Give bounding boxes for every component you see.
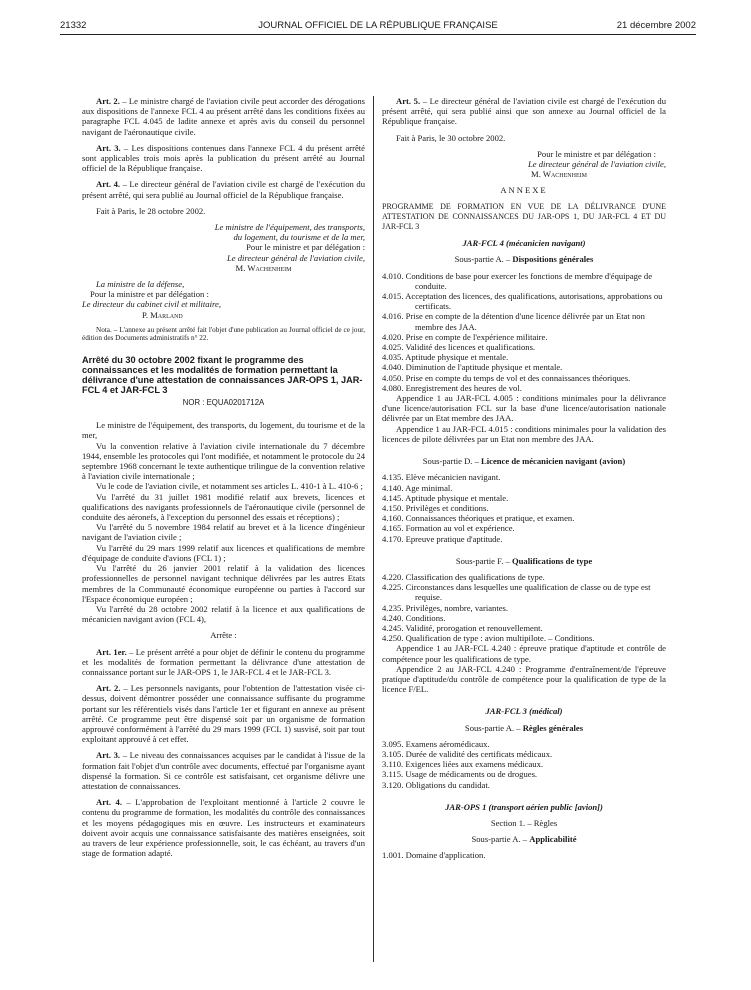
item-text: Classification des qualifications de type. [405, 571, 545, 582]
item-number: 4.080. [382, 382, 404, 393]
article-4: Art. 4. – L'approbation de l'exploitant mentionné à l'article 2 couvre le contenu du programme de formation, les modalités du contrôle des connaissances et les moyens pédagogiques mis en œuvre. Les instructeurs et examinateurs doivent avoir acquis une connaissance satisfaisante des matières enseignées, soit au travers de leur expérience professionnelle, soit, le cas échéant, au travers d'un stage de formation adapté. [82, 797, 365, 859]
list-item [382, 780, 666, 790]
left-column [82, 96, 365, 858]
list-item [382, 472, 666, 482]
nor-reference: NOR : EQUA0201712A [182, 398, 265, 408]
article-2: Art. 2. – Le ministre chargé de l'aviation civile peut accorder des dérogations aux dispositions de l'annexe FCL 4 au présent arrêté dans les conditions fixées au paragraphe FCL 4.045 de ladite annexe et après avis du conseil du personnel navigant de l'aéronautique civile. [82, 96, 366, 137]
item-number: 4.240. [382, 612, 404, 623]
list-item [382, 759, 666, 769]
item-number: 4.140. [382, 482, 404, 493]
signature-line: Le ministre de l'équipement, des transports, [214, 222, 365, 233]
list-item [382, 352, 666, 362]
article-5: Art. 5. – Le directeur général de l'aviation civile est chargé de l'exécution du présent arrêté, qui sera publié ainsi que son annexe au Journal officiel de la République française. [382, 96, 666, 127]
item-number: 4.235. [382, 602, 404, 613]
article-3: Art. 3. – Les dispositions contenues dans l'annexe FCL 4 du présent arrêté sont applicables trois mois après la publication du présent arrêté au Journal officiel de la République française. [82, 142, 365, 174]
item-text: Conditions de base pour exercer les fonctions de membre d'équipage de conduite. [405, 270, 653, 291]
article-3: Art. 3. – Le niveau des connaissances acquises par le candidat à l'issue de la formation fait l'objet d'un contrôle avec documents, effectué par l'organisme ayant dispensé la formation. Si ce contrôle est satisfaisant, cet organisme délivre une attestation de connaissances. [82, 750, 366, 791]
item-text: Conditions. [405, 612, 446, 623]
item-number: 3.115. [382, 769, 404, 780]
item-text: Privilèges et conditions. [405, 502, 489, 513]
list-item [382, 383, 666, 393]
item-text: Age minimal. [405, 482, 453, 493]
done-at-paris: Fait à Paris, le 30 octobre 2002. [396, 132, 506, 143]
visa-paragraph: Vu l'arrêté du 28 octobre 2002 relatif à la licence et aux qualifications de mécanicien navigant avion (FCL 4), [82, 603, 365, 625]
item-text: Exigences liées aux examens médicaux. [405, 759, 544, 770]
signature-line: Pour le ministre et par délégation : [246, 242, 365, 253]
list-item [382, 362, 666, 372]
nota: Nota. – L'annexe au présent arrêté fait l'objet d'une publication au Journal officiel de ce jour, édition des Documents administratifs n° 22. [82, 325, 365, 343]
item-text: Prise en compte de la détention d'une licence délivrée par un Etat non membre des JAA. [405, 311, 645, 332]
signature-line: Pour la ministre et par délégation : [90, 289, 209, 300]
item-text: Obligations du candidat. [405, 779, 490, 790]
list-item [382, 271, 666, 291]
programme-title: PROGRAMME DE FORMATION EN VUE DE LA DÉLIVRANCE D'UNE ATTESTATION DE CONNAISSANCES DU JAR-OPS 1, DU JAR-FCL 4 ET DU JAR-FCL 3 [382, 201, 666, 232]
item-number: 4.225. [382, 582, 404, 593]
section-title-fcl4: JAR-FCL 4 (mécanicien navigant) [462, 238, 586, 249]
list-item [382, 342, 666, 352]
item-number: 4.145. [382, 492, 404, 503]
subpart-heading: Sous-partie A. – Dispositions générales [454, 254, 594, 265]
item-number: 4.040. [382, 362, 404, 373]
appendix-paragraph: Appendice 2 au JAR-FCL 4.240 : Programme d'entraînement/de l'épreuve pratique d'aptitude/du contrôle de compétence pour la qualification de type de la licence F/EL. [382, 663, 666, 695]
list-item [382, 332, 666, 342]
item-text: Privilèges, nombre, variantes. [405, 602, 509, 613]
item-number: 4.170. [382, 533, 404, 544]
article-2: Art. 2. – Les personnels navigants, pour l'obtention de l'attestation visée ci-dessus, doivent démontrer posséder une connaissance suffisante du programme portant sur les référentiels visés dans l'article 1er et figurant en annexe au présent arrêté. Ce programme peut être dispensé soit par un organisme de formation approuvé conformément à l'arrêté du 29 mars 1999 (FCL 1) susvisé, soit par tout exploitant approuvé à cet effet. [82, 683, 365, 745]
item-number: 4.245. [382, 622, 404, 633]
issue-date: 21 décembre 2002 [616, 20, 696, 31]
fcl3-a-list [382, 739, 666, 790]
article-4: Art. 4. – Le directeur général de l'aviation civile est chargé de l'exécution du présent arrêté, qui sera publié au Journal officiel de la République française. [82, 179, 365, 200]
visa-paragraph: Le ministre de l'équipement, des transports, du logement, du tourisme et de la mer, [82, 420, 365, 441]
signatory-name: P. Marland [142, 309, 183, 320]
arrete-heading: Arrête : [210, 630, 237, 641]
item-text: Usage de médicaments ou de drogues. [405, 769, 538, 780]
item-number: 4.135. [382, 472, 404, 483]
page-header [60, 20, 696, 34]
item-number: 3.120. [382, 779, 404, 790]
subpart-heading: Sous-partie A. – Applicabilité [471, 834, 577, 845]
item-number: 4.050. [382, 372, 404, 383]
signature-line: Pour le ministre et par délégation : [537, 148, 656, 159]
item-text: Examens aéromédicaux. [405, 738, 490, 749]
appendix-paragraph: Appendice 1 au JAR-FCL 4.005 : conditions minimales pour la délivrance d'une licence/autorisation FCL sur la base d'une licence/autorisation nationale délivrée par un Etat membre des JAA. [382, 393, 666, 424]
item-number: 4.220. [382, 571, 404, 582]
signature-line: Le directeur général de l'aviation civile, [527, 159, 666, 170]
list-item [382, 503, 666, 513]
signatory-name: M. Wachenheim [235, 262, 292, 273]
item-text: Acceptation des licences, des qualifications, autorisations, approbations ou certificats. [405, 291, 663, 312]
signature-line: Le directeur du cabinet civil et militaire, [82, 299, 221, 310]
item-text: Connaissances théoriques et pratique, et examen. [405, 513, 575, 524]
item-number: 4.165. [382, 523, 404, 534]
item-number: 4.035. [382, 352, 404, 363]
item-text: Prise en compte de l'expérience militaire. [405, 331, 548, 342]
fcl4-d-list [382, 472, 666, 543]
item-text: Prise en compte du temps de vol et des connaissances théoriques. [405, 372, 631, 383]
item-number: 4.160. [382, 513, 404, 524]
annex-heading: ANNEXE [500, 185, 548, 196]
signature-line: du logement, du tourisme et de la mer, [233, 232, 365, 243]
item-text: Aptitude physique et mentale. [405, 352, 509, 363]
list-item [382, 749, 666, 759]
done-at-paris: Fait à Paris, le 28 octobre 2002. [96, 205, 206, 216]
list-item [382, 291, 666, 311]
section-heading: Section 1. – Règles [490, 817, 558, 828]
item-text: Elève mécanicien navigant. [405, 472, 501, 483]
appendix-paragraph: Appendice 1 au JAR-FCL 4.240 : épreuve pratique d'aptitude et contrôle de compétence pour les qualifications de type. [382, 643, 666, 664]
subpart-heading: Sous-partie A. – Règles générales [464, 722, 584, 733]
item-number: 3.095. [382, 738, 404, 749]
item-text: Epreuve pratique d'aptitude. [405, 533, 503, 544]
item-number: 4.015. [382, 291, 404, 302]
list-item [382, 483, 666, 493]
section-title-ops1: JAR-OPS 1 (transport aérien public [avion]) [445, 801, 603, 812]
visa-paragraph: Vu la convention relative à l'aviation civile internationale du 7 décembre 1944, ensemble les protocoles qui l'ont modifiée, et notamment le protocole du 24 septembre 1968 concernant le texte authentique trilingue de la convention relative à l'aviation civile internationale ; [82, 440, 365, 482]
item-text: Circonstances dans lesquelles une qualification de classe ou de type est requise. [405, 582, 651, 603]
item-text: Validité, prorogation et renouvellement. [405, 622, 543, 633]
list-item [382, 311, 666, 331]
page-number: 21332 [60, 20, 87, 31]
visa-paragraph: Vu l'arrêté du 29 mars 1999 relatif aux licences et qualifications de membre d'équipage de conduite d'avions (FCL 1) ; [82, 542, 365, 563]
journal-title: JOURNAL OFFICIEL DE LA RÉPUBLIQUE FRANÇAISE [258, 20, 498, 31]
item-number: 3.110. [382, 759, 404, 770]
item-text: Enregistrement des heures de vol. [405, 382, 522, 393]
article-1: Art. 1er. – Le présent arrêté a pour objet de définir le contenu du programme et les modalités de formation permettant la délivrance d'une attestation de connaissance portant sur le JAR-OPS 1, le JAR-FCL 4 et le JAR-FCL 3. [82, 646, 365, 677]
item-text: Diminution de l'aptitude physique et mentale. [405, 362, 563, 373]
item-text: Durée de validité des certificats médicaux. [405, 748, 553, 759]
item-text: Qualification de type : avion multipilote. – Conditions. [405, 633, 595, 644]
item-number: 3.105. [382, 748, 404, 759]
list-item [382, 623, 666, 633]
header-rule [60, 34, 696, 35]
list-item [382, 603, 666, 613]
signature-line: Le directeur général de l'aviation civile, [226, 252, 365, 263]
visa-paragraph: Vu l'arrêté du 31 juillet 1981 modifié relatif aux brevets, licences et qualifications des navigants professionnels de l'aéronautique civile (personnel de conduite des aéronefs, à l'exception du personnel des essais et réceptions) ; [82, 491, 365, 523]
fcl4-f-list [382, 572, 666, 643]
item-number: 4.150. [382, 502, 404, 513]
fcl4-a-list [382, 271, 666, 393]
item-number: 4.025. [382, 342, 404, 353]
list-item [382, 534, 666, 544]
list-item [382, 613, 666, 623]
subpart-heading: Sous-partie F. – Qualifications de type [455, 555, 593, 566]
item-text: Formation au vol et expérience. [405, 523, 515, 534]
column-divider [373, 96, 374, 962]
list-item [382, 523, 666, 533]
signature-line: La ministre de la défense, [96, 279, 185, 290]
right-column [382, 96, 666, 861]
list-item [382, 513, 666, 523]
decree-title: Arrêté du 30 octobre 2002 fixant le programme des connaissances et les modalités de formation permettant la délivrance d'une attestation de connaissances JAR-OPS 1, JAR-FCL 4 et JAR-FCL 3 [82, 355, 363, 396]
item-number: 4.250. [382, 633, 404, 644]
list-item [382, 739, 666, 749]
visa-paragraph: Vu l'arrêté du 5 novembre 1984 relatif au brevet et à la licence d'ingénieur navigant de l'aviation civile ; [82, 522, 365, 543]
item-number: 4.010. [382, 270, 404, 281]
section-title-fcl3: JAR-FCL 3 (médical) [485, 706, 563, 717]
visa-paragraph: Vu le code de l'aviation civile, et notamment ses articles L. 410-1 à L. 410-6 ; [96, 481, 363, 492]
list-item [382, 769, 666, 779]
item-number: 4.016. [382, 311, 404, 322]
list-item [382, 373, 666, 383]
list-item [382, 633, 666, 643]
list-item [382, 582, 666, 602]
visa-paragraph: Vu l'arrêté du 26 janvier 2001 relatif à la validation des licences professionnelles de personnel navigant technique délivrées par les autres Etats membres de la Communauté économique européenne ou parties à l'accord sur l'Espace économique européen ; [82, 563, 365, 604]
item-text: Aptitude physique et mentale. [405, 492, 509, 503]
signatory-name: M. Wachenheim [531, 169, 587, 180]
item-number: 4.020. [382, 331, 404, 342]
item-text: Validité des licences et qualifications. [405, 342, 536, 353]
list-item: 1.001. Domaine d'application. [382, 850, 486, 861]
list-item [382, 572, 666, 582]
appendix-paragraph: Appendice 1 au JAR-FCL 4.015 : conditions minimales pour la validation des licences de pilote délivrées par un Etat non membre des JAA. [382, 423, 666, 444]
list-item [382, 493, 666, 503]
subpart-heading: Sous-partie D. – Licence de mécanicien navigant (avion) [422, 456, 626, 467]
